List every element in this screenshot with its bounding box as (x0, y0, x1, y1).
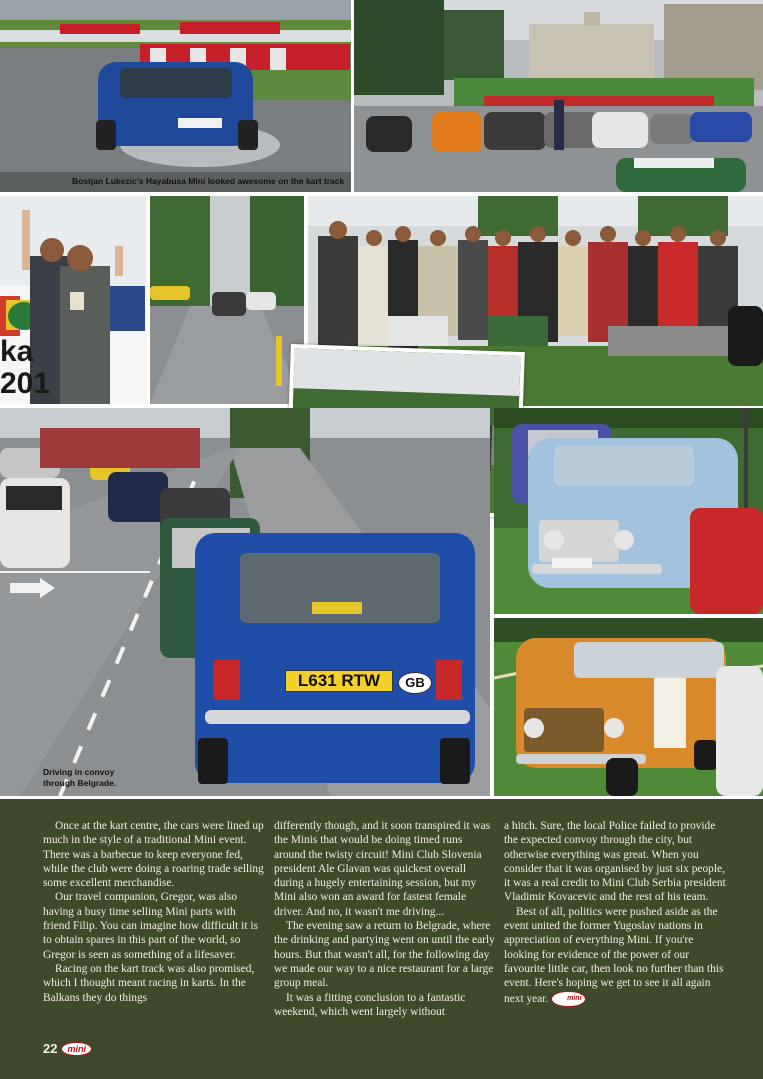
orange-mini-photo (494, 618, 763, 796)
plate-main: L631 RTW (285, 670, 393, 692)
col2-paragraph-2: The evening saw a return to Belgrade, where the drinking and partying went on until the early hours. But that wasn't all, for the following day we made our way to a nice restaurant for a large group meal. (274, 920, 495, 990)
mini-end-logo: mini (551, 991, 585, 1007)
col3-paragraph-2 (504, 905, 726, 1007)
col2-paragraph-1: differently though, and it soon transpired it was the Minis that would be doing timed runs around the twisty circuit! Mini Club Slovenia president Ale Glavan was quickest overall during a hugely entertaining session, but my Mini also won an award for fastest female driver. And no, it wasn't me driving... (274, 820, 491, 918)
article-column-2 (274, 819, 496, 1019)
belgrade-square-photo (354, 0, 763, 192)
col3-paragraph-2-text: Best of all, politics were pushed aside as the event united the former Yugoslav nations in appreciation of everything Mini. If you're looking for evidence of the power of our favourite little car, then look no further than this event. Here's hoping we get to see it all again next year. (504, 905, 724, 1005)
article-column-1 (43, 819, 265, 1005)
plate-gb-badge: GB (398, 672, 432, 694)
convoy-main-photo (0, 408, 490, 796)
kart-track-photo (0, 0, 351, 192)
col1-paragraph-1: Once at the kart centre, the cars were lined up much in the style of a traditional Mini event. There was a barbecue to keep everyone fed, while the club were doing a roaring trade selling some excellent merchandise. (43, 820, 264, 890)
banner-text: ka 201 (0, 335, 51, 400)
article-text-panel (0, 799, 763, 1079)
article-column-3 (504, 819, 726, 1007)
convoy-photo-caption (43, 767, 163, 789)
page-number: 22 (43, 1041, 58, 1056)
col1-paragraph-2: Our travel companion, Gregor, was also having a busy time selling Mini parts with friend Filip. You can imagine how difficult it is to obtain spares in this part of the world, so Gregor is seen as something of a lifesaver. (43, 891, 258, 961)
kart-photo-caption: Bostjan Lukezic's Hayabusa Mini looked awesome on the kart track (72, 176, 345, 186)
col2-paragraph-3: It was a fitting conclusion to a fantastic weekend, which went largely without (274, 991, 466, 1018)
blue-mini-photo (494, 408, 763, 614)
convoy-caption-line-1: Driving in convoy (43, 767, 115, 777)
convoy-caption-line-2: through Belgrade. (43, 778, 117, 788)
street-convoy-photo (150, 196, 304, 404)
col3-paragraph-1: a hitch. Sure, the local Police failed to provide the expected convoy through the city, but otherwise everything was great. When you consider that it was organised by just six people, it was a real credit to Mini Club Serbia president Vladimir Kovacevic and the rest of his team. (504, 820, 726, 904)
celebration-photo (0, 196, 146, 404)
mini-logo: mini (61, 1042, 92, 1056)
page-footer (43, 1041, 92, 1056)
col1-paragraph-3: Racing on the kart track was also promised, which I thought meant racing in karts. In the Balkans they do things (43, 962, 255, 1004)
